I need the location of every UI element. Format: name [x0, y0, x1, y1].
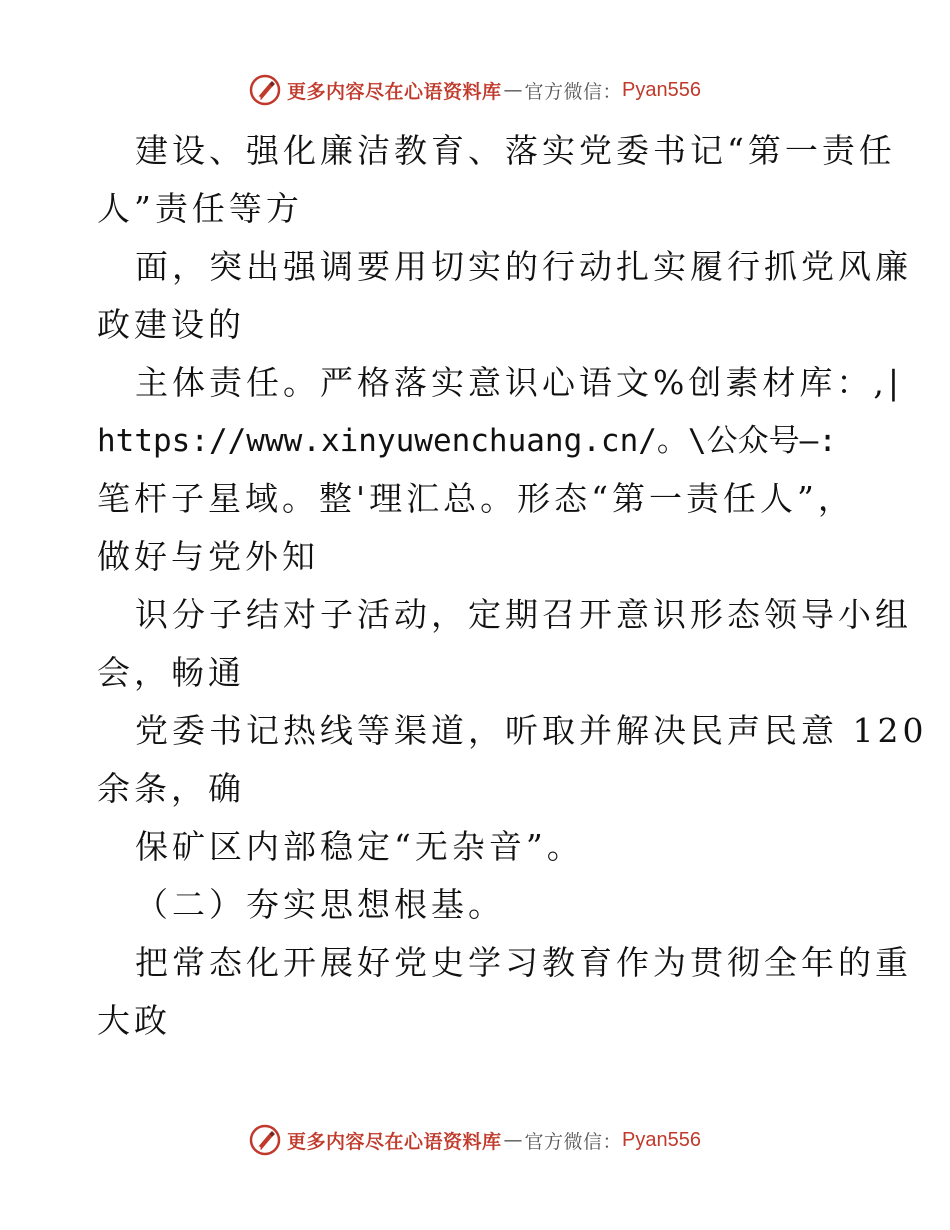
pen-logo-icon: [249, 74, 281, 106]
text-line: 笔杆子星域。整'理汇总。形态“第一责任人”，: [97, 479, 855, 518]
banner-wechat-id: Pyan556: [622, 78, 701, 101]
document-body: [97, 122, 928, 1050]
text-line: 识分子结对子活动，定期召开意识形态领导小组: [135, 595, 912, 634]
banner-dash: —: [503, 79, 523, 101]
banner-wechat-label: 官方微信：: [524, 1130, 623, 1153]
text-line: 把常态化开展好党史学习教育作为贯彻全年的重: [135, 943, 912, 982]
text-line: 建设、强化廉洁教育、落实党委书记“第一责任: [135, 131, 896, 170]
text-line: 党委书记热线等渠道，听取并解决民声民意 120: [135, 711, 928, 750]
text-line: 人”责任等方: [97, 189, 303, 228]
banner-wechat-label: 官方微信：: [524, 80, 623, 103]
banner-brand-text: 更多内容尽在心语资料库: [287, 80, 502, 103]
banner-dash: —: [503, 1129, 523, 1151]
pen-logo-icon: [249, 1124, 281, 1156]
section-heading: （二）夯实思想根基。: [135, 885, 505, 924]
text-line: 主体责任。严格落实意识心语文%创素材库：,|: [135, 363, 903, 402]
text-line: 余条，确: [97, 769, 245, 808]
header-banner: [0, 70, 950, 110]
text-line: 做好与党外知: [97, 537, 319, 576]
text-line: 会，畅通: [97, 653, 245, 692]
text-line: 政建设的: [97, 305, 245, 344]
text-line: 大政: [97, 1001, 171, 1040]
footer-banner: [0, 1120, 950, 1160]
text-line: 面，突出强调要用切实的行动扎实履行抓党风廉: [135, 247, 912, 286]
banner-brand-text: 更多内容尽在心语资料库: [287, 1130, 502, 1153]
text-line: 保矿区内部稳定“无杂音”。: [135, 827, 584, 866]
text-line-url: https://www.xinyuwenchuang.cn/。\公众号—:: [97, 423, 837, 459]
banner-wechat-id: Pyan556: [622, 1128, 701, 1151]
